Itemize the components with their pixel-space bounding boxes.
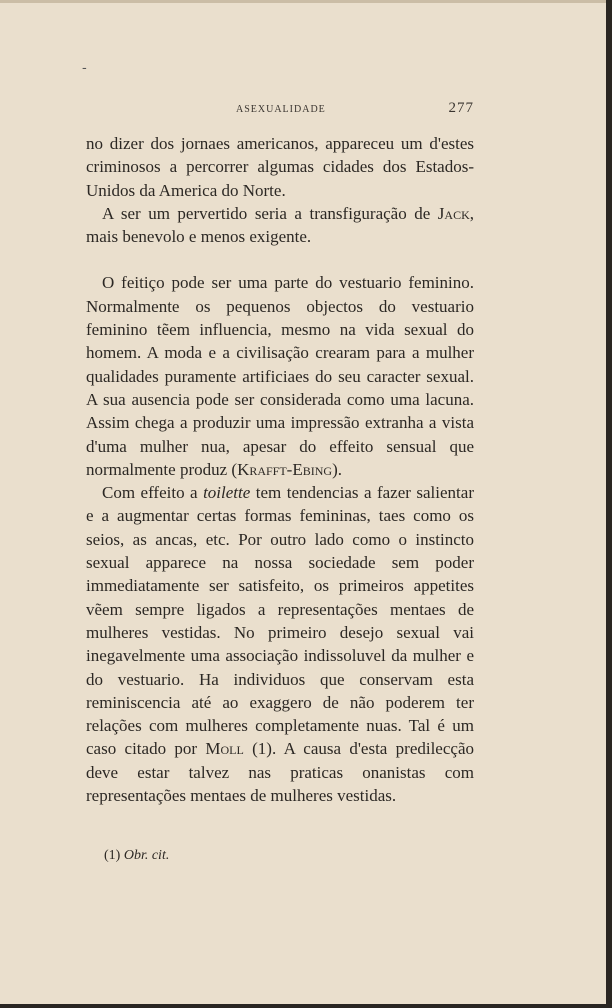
paragraph-2 xyxy=(86,202,474,249)
running-head xyxy=(86,100,474,120)
footnote-text: Obr. cit. xyxy=(123,848,170,863)
paragraph-3-text-b: ). xyxy=(332,459,342,479)
author-name-jack: Jack xyxy=(437,203,470,223)
paragraph-4 xyxy=(86,481,474,807)
paragraph-4-text-c: (1). A causa d'esta predilecção deve estar talvez nas praticas onanistas com representações mentaes de mulheres vestidas. xyxy=(86,739,474,806)
body-text xyxy=(86,132,474,807)
running-head-title: ASEXUALIDADE xyxy=(236,104,326,115)
paragraph-1-text: no dizer dos jornaes americanos, appareceu um d'estes criminosos a percorrer algumas cidades dos Estados-Unidos da America do Norte. xyxy=(86,134,474,200)
page-smudge-mark: - xyxy=(82,60,87,76)
page-number: 277 xyxy=(448,100,474,116)
paragraph-3 xyxy=(86,271,474,481)
author-name-krafft-ebing: Krafft-Ebing xyxy=(237,459,333,479)
page-top-edge xyxy=(0,0,606,3)
paragraph-2-text-a: A ser um pervertido seria a transfiguração de xyxy=(102,203,438,223)
paragraph-1 xyxy=(86,132,474,202)
paragraph-4-text-a: Com effeito a xyxy=(102,483,204,503)
author-name-moll: Moll xyxy=(205,739,244,759)
paragraph-3-text-a: O feitiço pode ser uma parte do vestuario feminino. Normalmente os pequenos objectos do vestuario feminino tẽem influencia, mesmo na vida sexual do homem. A moda e a civilisação crearam para a mulher qualidades puramente artificiaes do seu caracter sexual. A sua ausencia pode ser considerada como uma lacuna. Assim chega a produzir uma impressão extranha a vista d'uma mulher nua, apesar do effeito sensual que normalmente produz ( xyxy=(86,273,474,479)
italic-toilette: toilette xyxy=(203,483,251,503)
paragraph-2-text-b: , mais benevolo e menos exigente. xyxy=(86,203,474,247)
paragraph-4-text-b: tem tendencias a fazer salientar e a augmentar certas formas femininas, taes como os seios, as ancas, etc. Por outro lado como o instincto sexual apparece na nossa sociedade sem poder immediatamente ser satisfeito, os primeiros appetites vẽem sempre ligados a representações mentaes de mulheres vestidas. No primeiro desejo sexual vai inegavelmente uma associação indissoluvel da mulher e do vestuario. Ha individuos que conservam esta reminiscencia até ao exaggero de não poderem ter relações com mulheres completamente nuas. Tal é um caso citado por xyxy=(86,483,474,759)
footnote xyxy=(104,848,169,864)
footnote-marker: (1) xyxy=(104,848,124,863)
